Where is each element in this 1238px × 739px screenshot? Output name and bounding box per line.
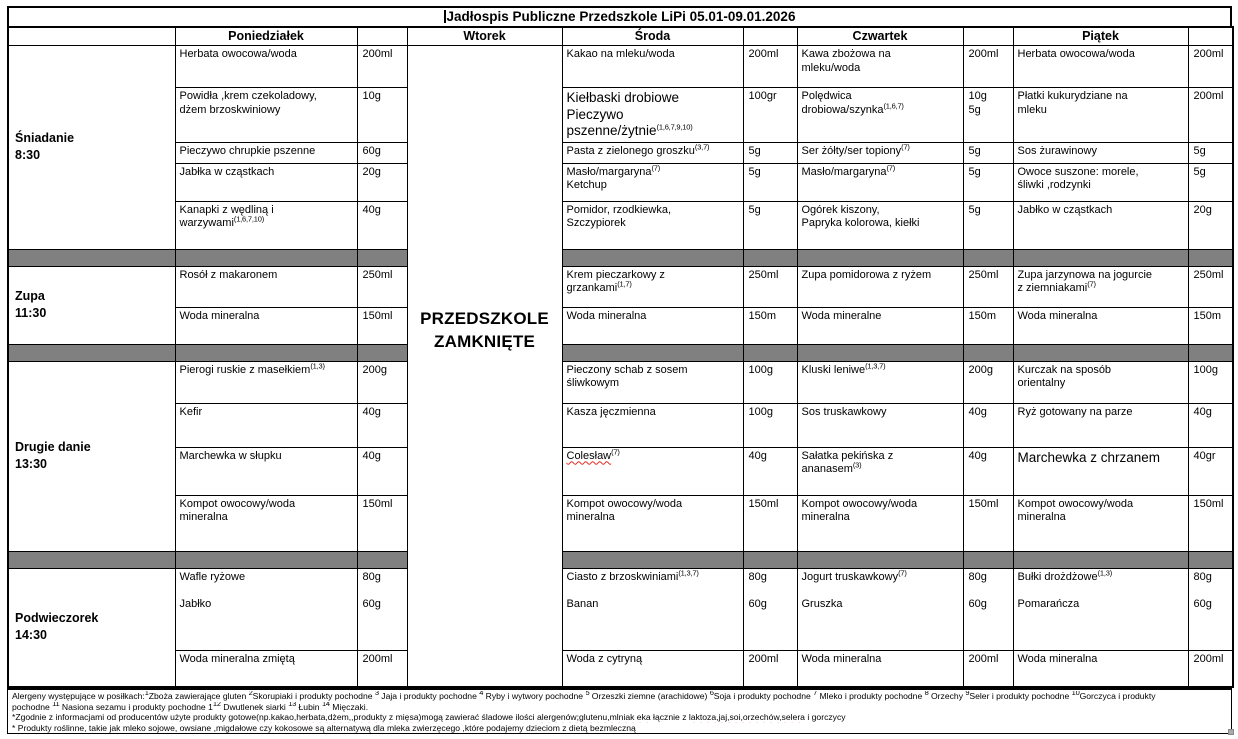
page-title: Jadłospis Publiczne Przedszkole LiPi 05.01-09.01.2026: [446, 9, 796, 24]
qty-cell[interactable]: 5g: [1188, 163, 1233, 201]
header-wednesday[interactable]: Środa: [562, 27, 743, 46]
menu-table: [7, 26, 1234, 688]
dish-cell[interactable]: Rosół z makaronem: [175, 266, 357, 307]
qty-cell[interactable]: 60g: [357, 142, 407, 163]
qty-cell[interactable]: 250ml: [743, 266, 797, 307]
qty-cell[interactable]: 10g: [357, 88, 407, 143]
menu-title-bar[interactable]: [7, 6, 1232, 26]
header-monday[interactable]: Poniedziałek: [175, 27, 357, 46]
qty-cell[interactable]: 20g: [1188, 201, 1233, 249]
separator-cell: [963, 249, 1013, 266]
separator-cell: [562, 249, 743, 266]
separator-cell: [175, 551, 357, 568]
qty-cell[interactable]: 150ml: [357, 495, 407, 551]
qty-cell[interactable]: 200ml: [357, 650, 407, 687]
header-thursday[interactable]: Czwartek: [797, 27, 963, 46]
qty-cell[interactable]: 200ml: [963, 46, 1013, 88]
qty-cell[interactable]: 150m: [963, 307, 1013, 344]
dish-cell[interactable]: Sos żurawinowy: [1013, 142, 1188, 163]
qty-cell[interactable]: 200g: [357, 361, 407, 403]
dish-cell[interactable]: Jogurt truskawkowy$^{(7)}$ Gruszka: [797, 568, 963, 650]
qty-cell[interactable]: 100g: [743, 403, 797, 447]
dish-cell[interactable]: Woda mineralna: [797, 650, 963, 687]
dish-cell[interactable]: Woda mineralna: [1013, 650, 1188, 687]
footer-line[interactable]: Alergeny występujące w posiłkach:$^1$Zboża zawierające gluten $^2$Skorupiaki i produkty pochodne $^3$ Jaja i produkty pochodne $^4$ Ryby i wytwory pochodne $^5$ Orzeszki ziemne (arachidowe) $^6$Soja i produkty pochodne $^7$ Mleko i produkty pochodne $^8$ Orzechy $^9$Seler i produkty pochodne $^{10}$Gorczyca i produkty: [12, 691, 1156, 701]
allergen-footer: [7, 688, 1232, 734]
separator-cell: [1013, 249, 1188, 266]
qty-cell[interactable]: 150ml: [743, 495, 797, 551]
dish-cell[interactable]: Ryż gotowany na parze: [1013, 403, 1188, 447]
qty-cell[interactable]: 40gr: [1188, 447, 1233, 495]
separator-cell: [562, 551, 743, 568]
separator-cell: [1013, 344, 1188, 361]
dish-cell[interactable]: Powidła ,krem czekoladowy, dżem brzoskwiniowy: [175, 88, 357, 143]
dish-cell[interactable]: Ser żółty/ser topiony$^{(7)}$: [797, 142, 963, 163]
qty-cell[interactable]: 150ml: [963, 495, 1013, 551]
dish-cell[interactable]: Polędwica drobiowa/szynka$^{(1,6,7)}$: [797, 88, 963, 143]
meal-label-cell[interactable]: [8, 568, 175, 687]
header-friday[interactable]: Piątek: [1013, 27, 1188, 46]
qty-cell[interactable]: 200ml: [1188, 46, 1233, 88]
qty-cell[interactable]: 100gr: [743, 88, 797, 143]
dish-cell[interactable]: Zupa pomidorowa z ryżem: [797, 266, 963, 307]
separator-cell: [963, 344, 1013, 361]
closed-notice: PRZEDSZKOLE ZAMKNIĘTE: [420, 309, 549, 351]
dish-cell[interactable]: Bułki drożdżowe$^{(1,3)}$ Pomarańcza: [1013, 568, 1188, 650]
separator-cell: [1013, 551, 1188, 568]
qty-cell[interactable]: 250ml: [1188, 266, 1233, 307]
qty-cell[interactable]: 250ml: [963, 266, 1013, 307]
qty-cell[interactable]: 80g 60g: [357, 568, 407, 650]
dish-cell[interactable]: Pasta z zielonego groszku$^{(3,7)}$: [562, 142, 743, 163]
header-monday-qty: [357, 27, 407, 46]
dish-cell[interactable]: Pierogi ruskie z masełkiem$^{(1,3)}$: [175, 361, 357, 403]
meal-time: 14:30: [15, 628, 47, 643]
dish-cell[interactable]: Ciasto z brzoskwiniami$^{(1,3,7)}$ Banan: [562, 568, 743, 650]
separator-cell: [8, 551, 175, 568]
qty-cell[interactable]: 40g: [963, 403, 1013, 447]
dish-cell[interactable]: Krem pieczarkowy z grzankami$^{(1,7)}$: [562, 266, 743, 307]
separator-cell: [8, 249, 175, 266]
footer-line[interactable]: * Produkty roślinne, takie jak mleko sojowe, owsiane ,migdałowe czy kokosowe są alternatywą dla mleka zwierzęcego ,które podajemy dzieciom z dietą bezmleczną: [12, 722, 636, 733]
qty-cell[interactable]: 150m: [1188, 307, 1233, 344]
qty-cell[interactable]: 5g: [743, 201, 797, 249]
dish-cell[interactable]: Sos truskawkowy: [797, 403, 963, 447]
dish-cell[interactable]: Kefir: [175, 403, 357, 447]
separator-cell: [175, 344, 357, 361]
header-thursday-qty: [963, 27, 1013, 46]
separator-cell: [175, 249, 357, 266]
separator-cell: [797, 551, 963, 568]
separator-cell: [357, 249, 407, 266]
dish-cell[interactable]: Kompot owocowy/woda mineralna: [797, 495, 963, 551]
dish-cell[interactable]: Kanapki z wędliną i warzywami$^{(1,6,7,10)}$: [175, 201, 357, 249]
qty-cell[interactable]: 80g 60g: [743, 568, 797, 650]
qty-cell[interactable]: 5g: [1188, 142, 1233, 163]
dish-cell[interactable]: Kompot owocowy/woda mineralna: [175, 495, 357, 551]
qty-cell[interactable]: 5g: [743, 142, 797, 163]
header-tuesday[interactable]: Wtorek: [407, 27, 562, 46]
dish-cell[interactable]: Marchewka z chrzanem: [1013, 447, 1188, 495]
qty-cell[interactable]: 40g: [357, 447, 407, 495]
dish-cell[interactable]: Woda mineralna: [562, 307, 743, 344]
qty-cell[interactable]: 40g: [357, 201, 407, 249]
qty-cell[interactable]: 5g: [963, 201, 1013, 249]
dish-cell[interactable]: Herbata owocowa/woda: [175, 46, 357, 88]
dish-cell[interactable]: Jabłka w cząstkach: [175, 163, 357, 201]
dish-cell[interactable]: Kakao na mleku/woda: [562, 46, 743, 88]
corner-cell: [8, 27, 175, 46]
dish-cell[interactable]: Sałatka pekińska z ananasem$^{(3)}$: [797, 447, 963, 495]
dish-cell[interactable]: Herbata owocowa/woda: [1013, 46, 1188, 88]
qty-cell[interactable]: 150m: [743, 307, 797, 344]
qty-cell[interactable]: 40g: [963, 447, 1013, 495]
dish-cell[interactable]: Colesław$^{(7)}$: [562, 447, 743, 495]
qty-cell[interactable]: 200ml: [1188, 650, 1233, 687]
separator-cell: [357, 551, 407, 568]
meal-name: Podwieczorek: [15, 611, 99, 626]
qty-cell[interactable]: 80g 60g: [963, 568, 1013, 650]
qty-cell[interactable]: 250ml: [357, 266, 407, 307]
qty-cell[interactable]: 10g 5g: [963, 88, 1013, 143]
dish-cell[interactable]: Jabłko w cząstkach: [1013, 201, 1188, 249]
dish-cell[interactable]: Kompot owocowy/woda mineralna: [562, 495, 743, 551]
dish-cell[interactable]: Kluski leniwe$^{(1,3,7)}$: [797, 361, 963, 403]
qty-cell[interactable]: 40g: [357, 403, 407, 447]
header-friday-qty: [1188, 27, 1233, 46]
dish-cell[interactable]: Kiełbaski drobiowe Pieczywo pszenne/żytnie$^{(1,6,7,9,10)}$: [562, 88, 743, 143]
dish-cell[interactable]: Masło/margaryna$^{(7)}$: [797, 163, 963, 201]
dish-cell[interactable]: Kasza jęczmienna: [562, 403, 743, 447]
meal-name: Śniadanie: [15, 131, 75, 146]
text-cursor: [444, 10, 446, 23]
meal-time: 8:30: [15, 148, 41, 163]
resize-handle[interactable]: [1228, 729, 1234, 735]
dish-cell[interactable]: Zupa jarzynowa na jogurcie z ziemniakami$^{(7)}$: [1013, 266, 1188, 307]
qty-cell[interactable]: 200g: [963, 361, 1013, 403]
separator-cell: [8, 344, 175, 361]
qty-cell[interactable]: 200ml: [963, 650, 1013, 687]
meal-label-cell[interactable]: [8, 266, 175, 344]
dish-cell[interactable]: Woda z cytryną: [562, 650, 743, 687]
separator-cell: [1188, 344, 1233, 361]
dish-cell[interactable]: Pieczony schab z sosem śliwkowym: [562, 361, 743, 403]
separator-cell: [743, 344, 797, 361]
dish-cell[interactable]: Pomidor, rzodkiewka, Szczypiorek: [562, 201, 743, 249]
qty-cell[interactable]: 200ml: [743, 650, 797, 687]
qty-cell[interactable]: 150ml: [357, 307, 407, 344]
dish-cell[interactable]: Woda mineralna: [175, 307, 357, 344]
separator-cell: [743, 249, 797, 266]
separator-cell: [1188, 551, 1233, 568]
qty-cell[interactable]: 40g: [1188, 403, 1233, 447]
qty-cell[interactable]: 100g: [743, 361, 797, 403]
footer-line[interactable]: *Zgodnie z informacjami od producentów użyte produkty gotowe(np.kakao,herbata,dżem,,produkty z mięsa)mogą zawierać śladowe ilości alergenów;glutenu,mlniak eka łącznie z laktoza,jaj,soi,orzechów,selera i gorczycy: [12, 712, 846, 723]
separator-cell: [1188, 249, 1233, 266]
qty-cell[interactable]: 200ml: [357, 46, 407, 88]
dish-cell[interactable]: Woda mineralne: [797, 307, 963, 344]
closed-notice-cell[interactable]: [407, 46, 562, 688]
dish-cell[interactable]: Kompot owocowy/woda mineralna: [1013, 495, 1188, 551]
dish-cell[interactable]: Marchewka w słupku: [175, 447, 357, 495]
qty-cell[interactable]: 20g: [357, 163, 407, 201]
dish-cell[interactable]: Masło/margaryna$^{(7)}$ Ketchup: [562, 163, 743, 201]
qty-cell[interactable]: 5g: [963, 163, 1013, 201]
qty-cell[interactable]: 200ml: [743, 46, 797, 88]
dish-cell[interactable]: Wafle ryżowe Jabłko: [175, 568, 357, 650]
dish-cell[interactable]: Kurczak na sposób orientalny: [1013, 361, 1188, 403]
meal-time: 11:30: [15, 306, 47, 320]
meal-label-cell[interactable]: [8, 361, 175, 551]
dish-cell[interactable]: Pieczywo chrupkie pszenne: [175, 142, 357, 163]
meal-time: 13:30: [15, 457, 47, 471]
header-wednesday-qty: [743, 27, 797, 46]
dish-cell[interactable]: Woda mineralna zmiętą: [175, 650, 357, 687]
separator-cell: [797, 249, 963, 266]
meal-name: Zupa: [15, 289, 45, 303]
separator-cell: [743, 551, 797, 568]
qty-cell[interactable]: 5g: [963, 142, 1013, 163]
separator-cell: [797, 344, 963, 361]
meal-label-cell[interactable]: [8, 46, 175, 250]
dish-cell[interactable]: Owoce suszone: morele, śliwki ,rodzynki: [1013, 163, 1188, 201]
dish-cell[interactable]: Woda mineralna: [1013, 307, 1188, 344]
qty-cell[interactable]: 40g: [743, 447, 797, 495]
dish-cell[interactable]: Płatki kukurydziane na mleku: [1013, 88, 1188, 143]
qty-cell[interactable]: 80g 60g: [1188, 568, 1233, 650]
qty-cell[interactable]: 150ml: [1188, 495, 1233, 551]
separator-cell: [357, 344, 407, 361]
dish-cell[interactable]: Kawa zbożowa na mleku/woda: [797, 46, 963, 88]
separator-cell: [562, 344, 743, 361]
meal-name: Drugie danie: [15, 440, 91, 454]
qty-cell[interactable]: 100g: [1188, 361, 1233, 403]
separator-cell: [963, 551, 1013, 568]
qty-cell[interactable]: 5g: [743, 163, 797, 201]
dish-cell[interactable]: Ogórek kiszony, Papryka kolorowa, kiełki: [797, 201, 963, 249]
footer-line[interactable]: pochodne $^{11}$ Nasiona sezamu i produkty pochodne $1^{12}$ Dwutlenek siarki $^{13}$ Łubin $^{14}$ Mięczaki.: [12, 701, 369, 712]
qty-cell[interactable]: 200ml: [1188, 88, 1233, 143]
